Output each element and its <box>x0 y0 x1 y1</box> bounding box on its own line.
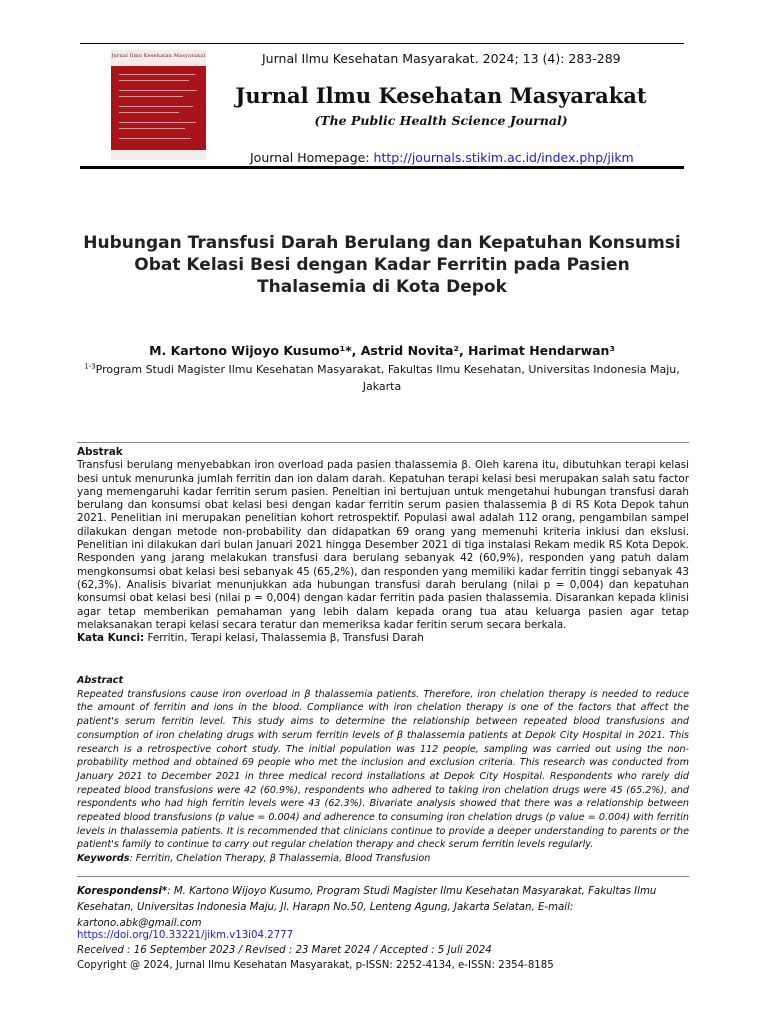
homepage-label: Journal Homepage: <box>250 150 374 165</box>
abstract-body: Repeated transfusions cause iron overload in β thalassemia patients. Therefore, iron chelation therapy is needed to reduce the amount of ferritin and ions in the blood. Compliance with iron chelation therapy is one of the factors that affect the patient's serum ferritin level. This study aims to determine the relationship between repeated blood transfusions and consumption of iron chelating drugs with serum ferritin levels of β thalassemia patients at Depok City Hospital in 2021. This research is a retrospective cohort study. The initial population was 112 people, sampling was carried out using the non-probability method and obtained 69 people who met the inclusion and exclusion criteria. This research was conducted from January 2021 to December 2021 in three medical record installations at Depok City Hospital. Respondents who rarely did repeated blood transfusions were 42 (60.9%), respondents who adhered to taking iron chelation drugs were 45 (65.2%), and respondents who had high ferritin levels were 43 (62.3%). Bivariate analysis showed that there was a relationship between repeated blood transfusions (p value = 0.004) and adherence to consuming iron chelation drugs (p value = 0.004) with ferritin levels in thalassemia patients. It is recommended that clinicians continue to provide a deeper understanding to parents or the patient's family to continue to carry out regular chelation therapy and check serum ferritin levels regularly. <box>77 688 689 851</box>
copyright: Copyright @ 2024, Jurnal Ilmu Kesehatan Masyarakat, p-ISSN: 2252-4134, e-ISSN: 2354-8185 <box>77 960 554 971</box>
kata-kunci-label: Kata Kunci: <box>77 632 145 645</box>
keywords-text: : Ferritin, Chelation Therapy, β Thalassemia, Blood Transfusion <box>129 853 431 865</box>
keywords <box>77 852 689 866</box>
kata-kunci-text: Ferritin, Terapi kelasi, Thalassemia β, Transfusi Darah <box>144 632 424 645</box>
homepage-link[interactable]: http://journals.stikim.ac.id/index.php/jikm <box>373 150 634 165</box>
doi-link[interactable]: https://doi.org/10.33221/jikm.v13i04.2777 <box>77 930 294 941</box>
correspondence <box>77 884 689 932</box>
article-affiliation <box>80 361 684 395</box>
affiliation-text: Program Studi Magister Ilmu Kesehatan Masyarakat, Fakultas Ilmu Kesehatan, Universitas Indonesia Maju, Jakarta <box>95 363 680 393</box>
footer-top-rule <box>77 876 689 877</box>
cover-masthead: Jurnal Ilmu Kesehatan Masyarakat <box>111 53 206 59</box>
correspondence-label: Korespondensi* <box>77 886 168 897</box>
abstrak-section <box>77 446 689 645</box>
abstract-heading: Abstract <box>77 675 124 686</box>
affiliation-superscript: 1-3 <box>84 362 96 371</box>
journal-subtitle: (The Public Health Science Journal) <box>314 113 568 128</box>
correspondence-text: : M. Kartono Wijoyo Kusumo, Program Studi Magister Ilmu Kesehatan Masyarakat, Fakultas Ilmu Kesehatan, Universitas Indonesia Maju, Jl. Harapn No.50, Lenteng Agung, Jakarta Selatan, E-mail: kartono.abk@gmail.com <box>77 886 657 929</box>
abstract-top-rule <box>77 442 689 443</box>
abstrak-body: Transfusi berulang menyebabkan iron overload pada pasien thalassemia β. Oleh karena itu, dibutuhkan terapi kelasi besi untuk menurunka jumlah ferritin dan ion dalam darah. Kepatuhan terapi kelasi besi merupakan salah satu factor yang memengaruhi kadar ferritin serum pasien. Peneltian ini bertujuan untuk mengetahui hubungan transfusi darah berulang dan konsumsi obat kelasi besi dengan kadar ferritin serum pasien thalassemia β di RS Kota Depok tahun 2021. Penelitian ini merupakan penelitian kohort retrospektif. Populasi awal adalah 112 orang, pengambilan sampel dilakukan dengan metode non-probability dan didapatkan 69 orang yang memenuhi kriteria inklusi dan ekslusi. Penelitian ini dilakukan dari bulan Januari 2021 hingga Desember 2021 di tiga instalasi Rekam medik RS Kota Depok. Responden yang jarang melakukan transfusi dara berulang sebanyak 42 (60,9%), responden yang patuh dalam mengkonsumsi obat kelasi besi sebanyak 45 (65,2%), dan responden yang memiliki kadar ferritin tinggi sebanyak 43 (62,3%). Analisis bivariat menunjukkan ada hubungan transfusi darah berulang (nilai p = 0,004) dan kepatuhan konsumsi obat kelasi besi (nilai p = 0,004) dengan kadar ferritin pada pasien thalassemia. Disarankan kepada klinisi agar tetap memberikan pemahaman yang lebih dalam kepada orang tua atau keluarga pasien agar tetap melaksanakan terapi kelasi secara teratur dan memeriksa kadar feritin serum secara berkala. <box>77 459 689 631</box>
header-top-rule <box>80 43 684 44</box>
keywords-label: Keywords <box>77 853 130 865</box>
article-dates: Received : 16 September 2023 / Revised : 23 Maret 2024 / Accepted : 5 Juli 2024 <box>77 945 492 956</box>
header-bottom-rule <box>80 166 684 169</box>
article-title: Hubungan Transfusi Darah Berulang dan Kepatuhan Konsumsi Obat Kelasi Besi dengan Kadar Ferritin pada Pasien Thalasemia di Kota Depok <box>83 233 681 297</box>
journal-citation: Jurnal Ilmu Kesehatan Masyarakat. 2024; 13 (4): 283-289 <box>262 51 621 66</box>
kata-kunci <box>77 632 689 645</box>
article-authors: M. Kartono Wijoyo Kusumo¹*, Astrid Novita², Harimat Hendarwan³ <box>149 343 615 358</box>
abstrak-heading: Abstrak <box>77 446 123 458</box>
journal-homepage <box>250 150 634 165</box>
abstract-section <box>77 674 689 866</box>
journal-cover-image <box>111 50 206 160</box>
journal-title: Jurnal Ilmu Kesehatan Masyarakat <box>235 83 647 108</box>
